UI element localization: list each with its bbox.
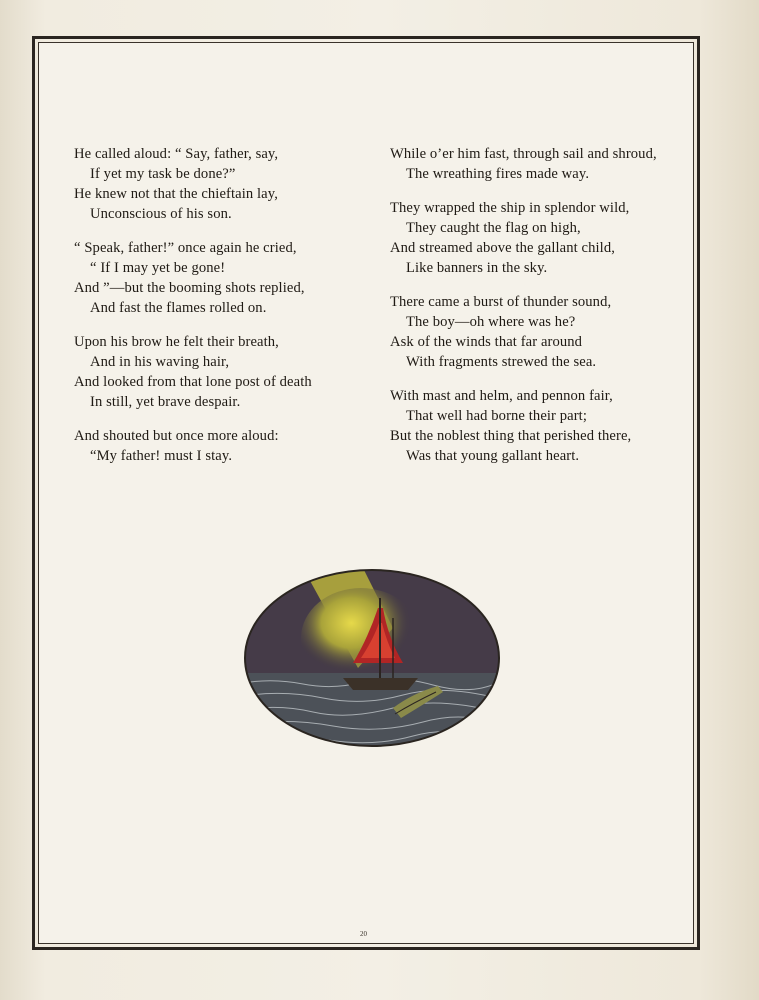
verse-line: But the noblest thing that perished there, xyxy=(390,428,632,444)
verse-line: While o’er him fast, through sail and shroud, xyxy=(390,146,657,162)
verse-line: There came a burst of thunder sound, xyxy=(390,294,612,310)
verse-line: That well had borne their part; xyxy=(406,408,587,424)
verse-line: And looked from that lone post of death xyxy=(74,374,312,390)
verse-line: With fragments strewed the sea. xyxy=(406,354,597,370)
stanza xyxy=(74,426,374,466)
verse-line: He knew not that the chieftain lay, xyxy=(74,186,278,202)
verse-line: They caught the flag on high, xyxy=(406,220,581,236)
stanza xyxy=(74,144,374,224)
verse-line: “ Speak, father!” once again he cried, xyxy=(74,240,297,256)
verse-line: “ If I may yet be gone! xyxy=(90,260,226,276)
verse-line: And in his waving hair, xyxy=(90,354,230,370)
verse-line: “My father! must I stay. xyxy=(90,448,233,464)
verse-line: And ”—but the booming shots replied, xyxy=(74,280,305,296)
stanza xyxy=(390,292,690,372)
stanza xyxy=(390,386,690,466)
verse-line: Like banners in the sky. xyxy=(406,260,548,276)
poem-column-left xyxy=(74,144,374,480)
stanza xyxy=(390,198,690,278)
poem-column-right xyxy=(390,144,690,480)
verse-line: If yet my task be done?” xyxy=(90,166,236,182)
verse-line: Was that young gallant heart. xyxy=(406,448,580,464)
verse-line: The boy—oh where was he? xyxy=(406,314,576,330)
stanza xyxy=(74,332,374,412)
verse-line: Upon his brow he felt their breath, xyxy=(74,334,279,350)
verse-line: In still, yet brave despair. xyxy=(90,394,241,410)
verse-line: Unconscious of his son. xyxy=(90,206,232,222)
stanza xyxy=(390,144,690,184)
page-number: 20 xyxy=(360,930,367,938)
burning-ship-vignette-icon xyxy=(243,568,501,748)
verse-line: And shouted but once more aloud: xyxy=(74,428,279,444)
verse-line: The wreathing fires made way. xyxy=(406,166,590,182)
stanza xyxy=(74,238,374,318)
verse-line: He called aloud: “ Say, father, say, xyxy=(74,146,279,162)
verse-line: With mast and helm, and pennon fair, xyxy=(390,388,613,404)
verse-line: And streamed above the gallant child, xyxy=(390,240,615,256)
verse-line: They wrapped the ship in splendor wild, xyxy=(390,200,630,216)
verse-line: And fast the flames rolled on. xyxy=(90,300,267,316)
verse-line: Ask of the winds that far around xyxy=(390,334,583,350)
